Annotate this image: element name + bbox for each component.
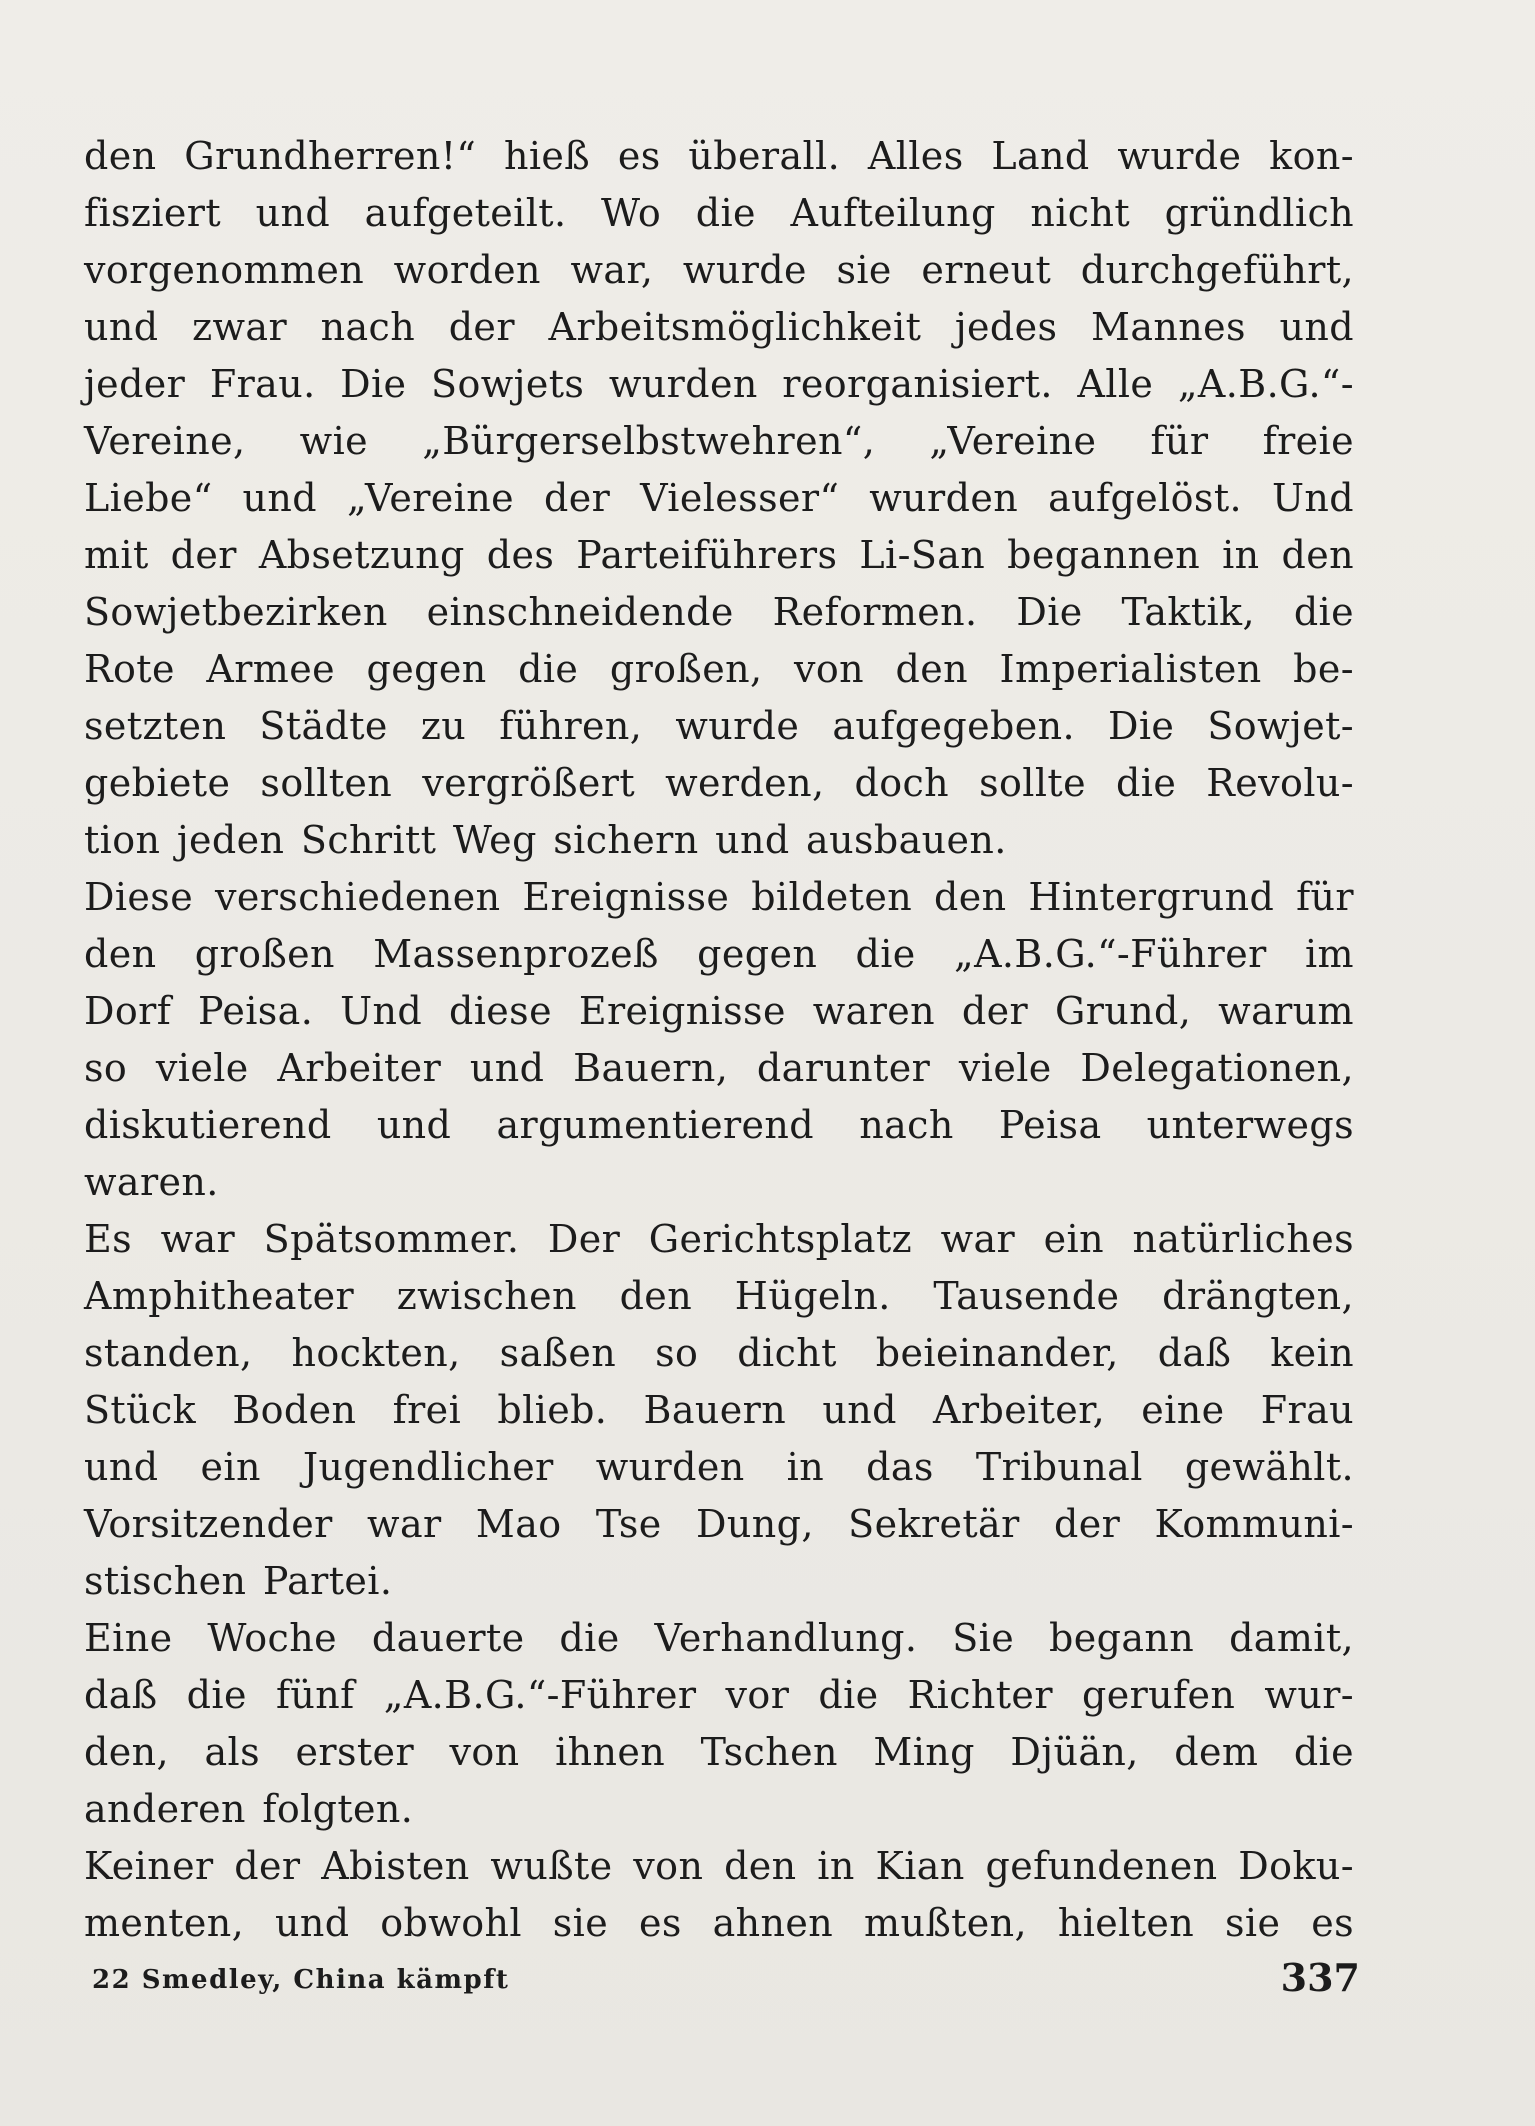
text-line: stischen Partei.	[84, 1559, 393, 1603]
text-line: jeder Frau. Die Sowjets wurden reorganisiert. Alle „A.B.G.“-	[84, 362, 1354, 406]
text-line: diskutierend und argumentierend nach Peisa unterwegs	[84, 1103, 1354, 1147]
text-line: Liebe“ und „Vereine der Vielesser“ wurden aufgelöst. Und	[84, 476, 1354, 520]
text-line: Keiner der Abisten wußte von den in Kian gefundenen Doku-	[84, 1844, 1354, 1888]
text-line: den, als erster von ihnen Tschen Ming Djüän, dem die	[84, 1730, 1354, 1774]
text-line: Es war Spätsommer. Der Gerichtsplatz war ein natürliches	[84, 1217, 1354, 1261]
text-line: so viele Arbeiter und Bauern, darunter viele Delegationen,	[84, 1046, 1354, 1090]
text-line: Amphitheater zwischen den Hügeln. Tausende drängten,	[84, 1274, 1354, 1318]
text-line: den Grundherren!“ hieß es überall. Alles Land wurde kon-	[84, 134, 1354, 178]
text-line: standen, hockten, saßen so dicht beieinander, daß kein	[84, 1331, 1354, 1375]
text-line: Eine Woche dauerte die Verhandlung. Sie begann damit,	[84, 1616, 1354, 1660]
text-line: Sowjetbezirken einschneidende Reformen. Die Taktik, die	[84, 590, 1354, 634]
text-line: daß die fünf „A.B.G.“-Führer vor die Richter gerufen wur-	[84, 1673, 1354, 1717]
text-line: Stück Boden frei blieb. Bauern und Arbeiter, eine Frau	[84, 1388, 1354, 1432]
text-line: anderen folgten.	[84, 1787, 414, 1831]
text-line: setzten Städte zu führen, wurde aufgegeben. Die Sowjet-	[84, 704, 1354, 748]
text-line: Dorf Peisa. Und diese Ereignisse waren der Grund, warum	[84, 989, 1354, 1033]
text-line: waren.	[84, 1160, 219, 1204]
printer-signature: 22 Smedley, China kämpft	[92, 1965, 510, 1995]
body-text	[84, 128, 1354, 1952]
text-line: und ein Jugendlicher wurden in das Tribunal gewählt.	[84, 1445, 1354, 1489]
text-line: mit der Absetzung des Parteiführers Li-San begannen in den	[84, 533, 1354, 577]
text-line: Rote Armee gegen die großen, von den Imperialisten be-	[84, 647, 1354, 691]
text-line: tion jeden Schritt Weg sichern und ausbauen.	[84, 818, 1007, 862]
text-line: und zwar nach der Arbeitsmöglichkeit jedes Mannes und	[84, 305, 1354, 349]
page-number: 337	[1280, 1955, 1360, 2000]
page-footer	[92, 1955, 1360, 2005]
text-line: den großen Massenprozeß gegen die „A.B.G.“-Führer im	[84, 932, 1354, 976]
text-line: Vorsitzender war Mao Tse Dung, Sekretär der Kommuni-	[84, 1502, 1354, 1546]
text-line: vorgenommen worden war, wurde sie erneut durchgeführt,	[84, 248, 1354, 292]
text-line: gebiete sollten vergrößert werden, doch sollte die Revolu-	[84, 761, 1354, 805]
text-line: Diese verschiedenen Ereignisse bildeten den Hintergrund für	[84, 875, 1354, 919]
text-line: menten, und obwohl sie es ahnen mußten, hielten sie es	[84, 1901, 1354, 1945]
text-line: Vereine, wie „Bürgerselbstwehren“, „Vereine für freie	[84, 419, 1354, 463]
text-line: fisziert und aufgeteilt. Wo die Aufteilung nicht gründlich	[84, 191, 1354, 235]
